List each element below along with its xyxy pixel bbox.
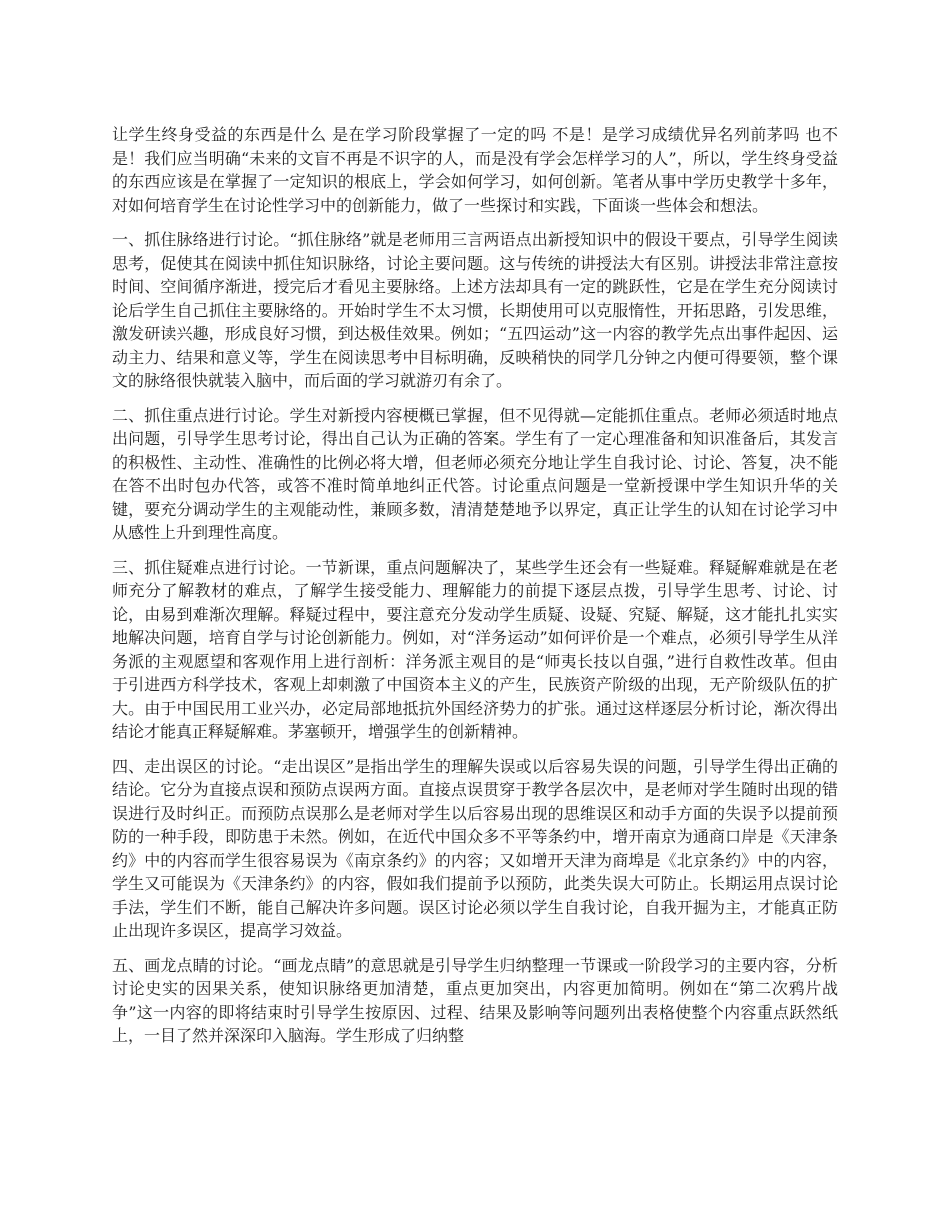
paragraph-intro: 让学生终身受益的东西是什么 是在学习阶段掌握了一定的吗 不是！是学习成绩优异名列前茅吗 也不是！我们应当明确“未来的文盲不再是不识字的人，而是没有学会怎样学习的人”，所以，学生终身受益的东西应该是在掌握了一定知识的根底上，学会如何学习，如何创新。笔者从事中学历史教学十多年，对如何培育学生在讨论性学习中的创新能力，做了一些探讨和实践，下面谈一些体会和想法。 — [112, 125, 838, 215]
paragraph-section-3: 三、抓住疑难点进行讨论。一节新课，重点问题解决了，某些学生还会有一些疑难。释疑解难就是在老师充分了解教材的难点，了解学生接受能力、理解能力的前提下逐层点拨，引导学生思考、讨论、讨论，由易到难渐次理解。释疑过程中，要注意充分发动学生质疑、设疑、究疑、解疑，这才能扎扎实实地解决问题，培育自学与讨论创新能力。例如，对“洋务运动”如何评价是一个难点，必须引导学生从洋务派的主观愿望和客观作用上进行剖析：洋务派主观目的是“师夷长技以自强，”进行自救性改革。但由于引进西方科学技术，客观上却刺激了中国资本主义的产生，民族资产阶级的出现，无产阶级队伍的扩大。由于中国民用工业兴办，必定局部地抵抗外国经济势力的扩张。通过这样逐层分析讨论，渐次得出结论才能真正释疑解难。茅塞顿开，增强学生的创新精神。 — [112, 557, 838, 741]
paragraph-section-1: 一、抓住脉络进行讨论。“抓住脉络”就是老师用三言两语点出新授知识中的假设干要点，引导学生阅读思考，促使其在阅读中抓住知识脉络，讨论主要问题。这与传统的讲授法大有区别。讲授法非常注意按时间、空间循序渐进，授完后才看见主要脉络。上述方法却具有一定的跳跃性，它是在学生充分阅读讨论后学生自己抓住主要脉络的。开始时学生不太习惯，长期使用可以克服惰性，开拓思路，引发思维，激发研读兴趣，形成良好习惯，到达极佳效果。例如；“五四运动”这一内容的教学先点出事件起因、运动主力、结果和意义等，学生在阅读思考中目标明确，反映稍快的同学几分钟之内便可得要领，整个课文的脉络很快就装入脑中，而后面的学习就游刃有余了。 — [112, 230, 838, 390]
paragraph-section-4: 四、走出误区的讨论。“走出误区”是指出学生的理解失误或以后容易失误的问题，引导学生得出正确的结论。它分为直接点误和预防点误两方面。直接点误贯穿于教学各层次中，是老师对学生随时出现的错误进行及时纠正。而预防点误那么是老师对学生以后容易出现的思维误区和动手方面的失误予以提前预防的一种手段，即防患于未然。例如，在近代中国众多不平等条约中，增开南京为通商口岸是《天津条约》中的内容而学生很容易误为《南京条约》的内容；又如增开天津为商埠是《北京条约》中的内容，学生又可能误为《天津条约》的内容，假如我们提前予以预防，此类失误大可防止。长期运用点误讨论手法，学生们不断，能自己解决许多问题。误区讨论必须以学生自我讨论，自我开掘为主，才能真正防止出现许多误区，提高学习效益。 — [112, 756, 838, 940]
paragraph-section-5: 五、画龙点睛的讨论。“画龙点睛”的意思就是引导学生归纳整理一节课或一阶段学习的主要内容，分析讨论史实的因果关系，使知识脉络更加清楚，重点更加突出，内容更加简明。例如在“第二次鸦片战争”这一内容的即将结束时引导学生按原因、过程、结果及影响等问题列出表格使整个内容重点跃然纸上，一目了然并深深印入脑海。学生形成了归纳整 — [112, 955, 838, 1045]
paragraph-section-2: 二、抓住重点进行讨论。学生对新授内容梗概已掌握，但不见得就—定能抓住重点。老师必须适时地点出问题，引导学生思考讨论，得出自己认为正确的答案。学生有了一定心理准备和知识准备后，其发言的积极性、主动性、准确性的比例必将大增，但老师必须充分地让学生自我讨论、讨论、答复，决不能在答不出时包办代答，或答不准时简单地纠正代答。讨论重点问题是一堂新授课中学生知识升华的关键，要充分调动学生的主观能动性，兼顾多数，清清楚楚地予以界定，真正让学生的认知在讨论学习中从感性上升到理性高度。 — [112, 405, 838, 542]
document-body — [112, 123, 838, 1059]
